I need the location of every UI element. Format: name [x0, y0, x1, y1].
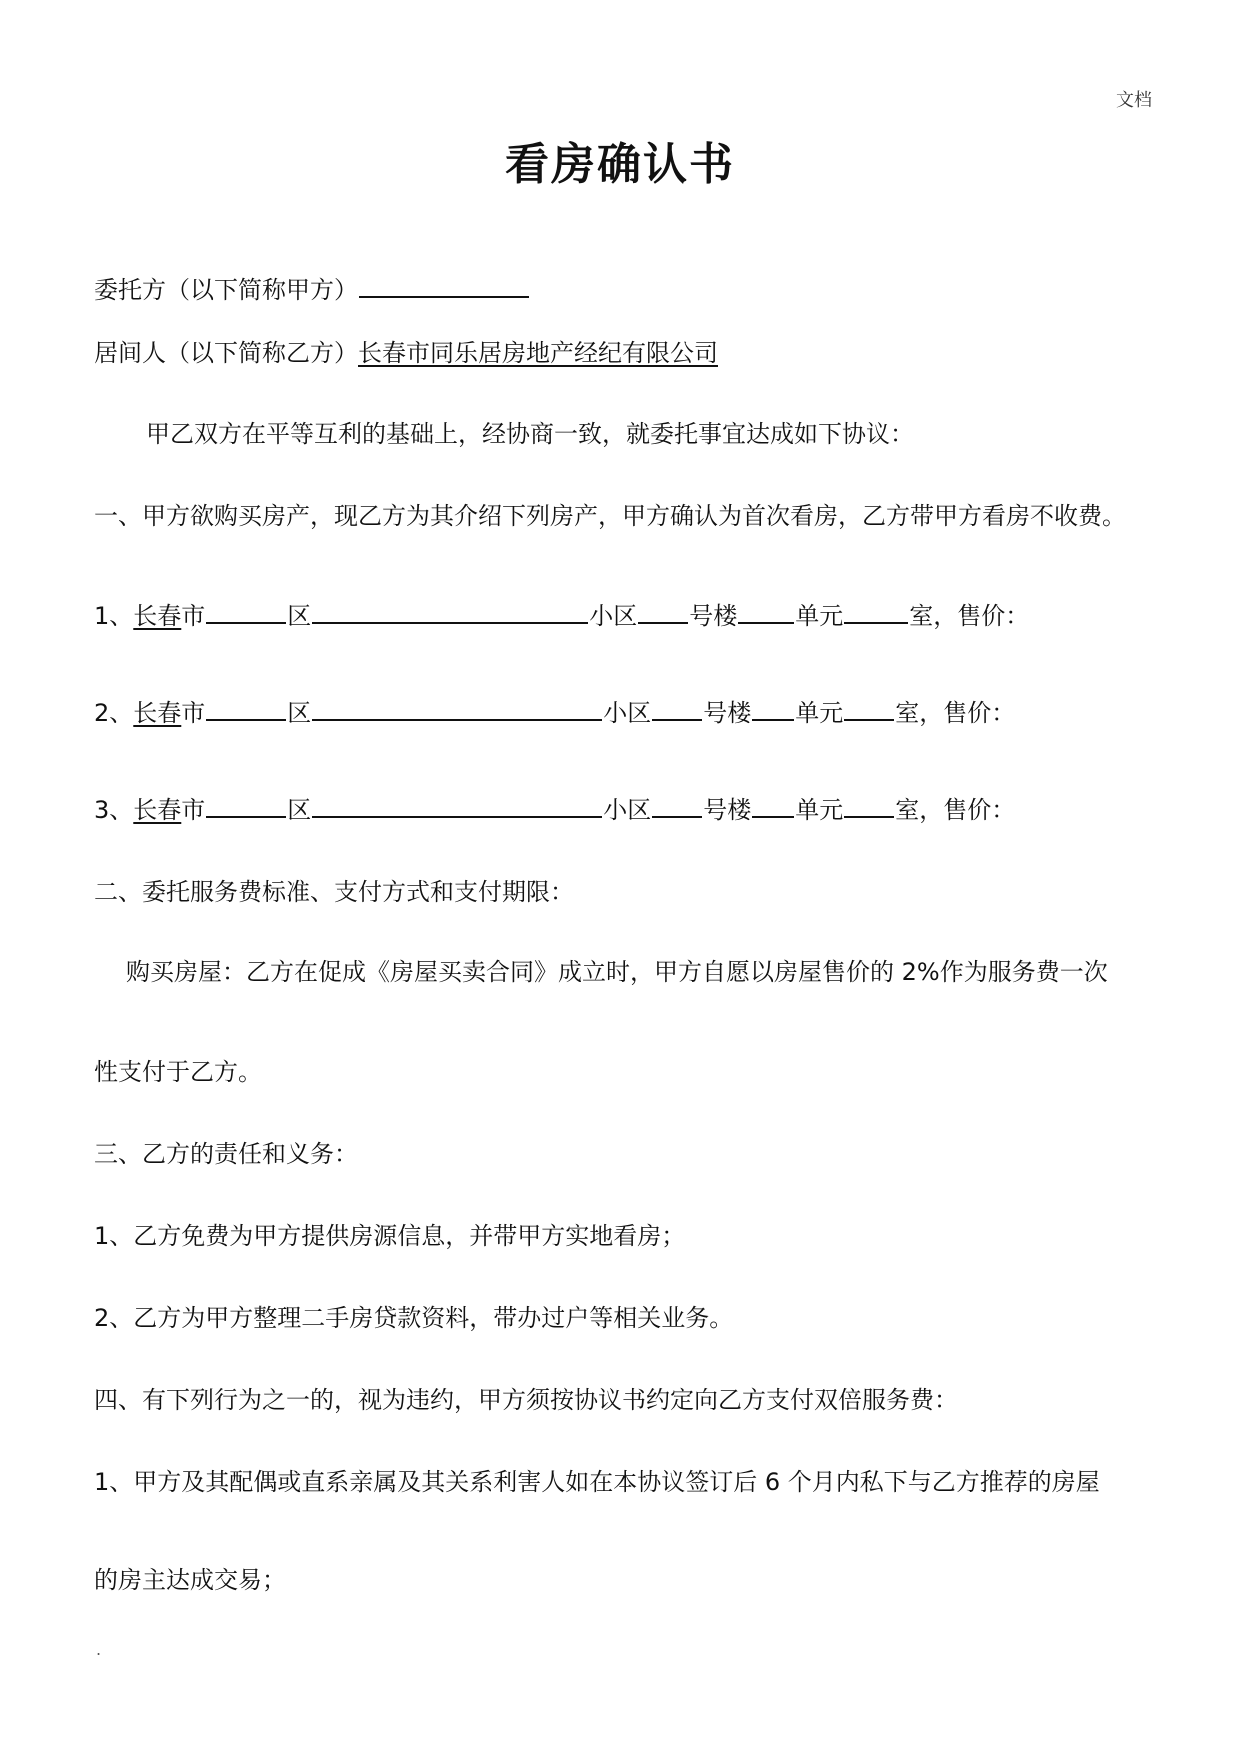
section-2-heading: 二、委托服务费标准、支付方式和支付期限：	[94, 878, 574, 906]
property-qu: 区	[287, 699, 312, 727]
property-city: 长春	[133, 796, 182, 824]
property-price-label: 室，售价：	[909, 602, 1030, 630]
property-qu: 区	[287, 602, 312, 630]
intro-paragraph: 甲乙双方在平等互利的基础上，经协商一致，就委托事宜达成如下协议：	[146, 420, 914, 448]
property-num: 2、	[94, 699, 134, 727]
property-num: 1、	[94, 602, 134, 630]
building-blank[interactable]	[638, 598, 688, 624]
unit-blank[interactable]	[752, 695, 794, 721]
party-b-line	[94, 337, 718, 369]
section-3-item-1: 1、乙方免费为甲方提供房源信息，并带甲方实地看房；	[94, 1222, 686, 1250]
unit-blank[interactable]	[752, 792, 794, 818]
property-haolou: 号楼	[703, 699, 752, 727]
property-xiaoqu: 小区	[589, 602, 638, 630]
party-a-line	[94, 272, 530, 306]
section-3-item-2: 2、乙方为甲方整理二手房贷款资料，带办过户等相关业务。	[94, 1304, 734, 1332]
property-price-label: 室，售价：	[895, 699, 1016, 727]
party-b-label: 居间人（以下简称乙方）	[94, 339, 358, 367]
section-4-heading: 四、有下列行为之一的，视为违约，甲方须按协议书约定向乙方支付双倍服务费：	[94, 1386, 958, 1414]
section-2-text-line-2: 性支付于乙方。	[94, 1058, 262, 1086]
unit-blank[interactable]	[738, 598, 794, 624]
property-price-label: 室，售价：	[895, 796, 1016, 824]
room-blank[interactable]	[844, 695, 894, 721]
property-num: 3、	[94, 796, 134, 824]
party-a-label: 委托方（以下简称甲方）	[94, 276, 358, 304]
property-qu: 区	[287, 796, 312, 824]
room-blank[interactable]	[844, 598, 908, 624]
building-blank[interactable]	[652, 792, 702, 818]
district-blank[interactable]	[206, 695, 286, 721]
district-blank[interactable]	[206, 598, 286, 624]
property-city: 长春	[133, 699, 182, 727]
property-haolou: 号楼	[703, 796, 752, 824]
section-4-item-1-line-2: 的房主达成交易；	[94, 1566, 286, 1594]
property-danyuan: 单元	[795, 796, 844, 824]
header-label: 文档	[1116, 90, 1152, 111]
community-blank[interactable]	[312, 598, 588, 624]
party-b-name: 长春市同乐居房地产经纪有限公司	[358, 339, 718, 367]
room-blank[interactable]	[844, 792, 894, 818]
section-1-heading: 一、甲方欲购买房产，现乙方为其介绍下列房产，甲方确认为首次看房，乙方带甲方看房不收费。	[94, 502, 1126, 530]
section-2-text-line-1: 购买房屋：乙方在促成《房屋买卖合同》成立时，甲方自愿以房屋售价的 2%作为服务费一次	[126, 958, 1108, 986]
property-shi: 市	[181, 602, 206, 630]
community-blank[interactable]	[312, 695, 602, 721]
district-blank[interactable]	[206, 792, 286, 818]
property-xiaoqu: 小区	[603, 796, 652, 824]
property-xiaoqu: 小区	[603, 699, 652, 727]
section-3-heading: 三、乙方的责任和义务：	[94, 1140, 358, 1168]
property-danyuan: 单元	[795, 699, 844, 727]
document-title: 看房确认书	[505, 139, 735, 190]
building-blank[interactable]	[652, 695, 702, 721]
property-danyuan: 单元	[795, 602, 844, 630]
property-row-2	[94, 695, 1015, 729]
property-haolou: 号楼	[689, 602, 738, 630]
property-shi: 市	[181, 699, 206, 727]
section-4-item-1-line-1: 1、甲方及其配偶或直系亲属及其关系利害人如在本协议签订后 6 个月内私下与乙方推荐的房屋	[94, 1468, 1100, 1496]
property-shi: 市	[181, 796, 206, 824]
property-row-3	[94, 792, 1015, 826]
property-city: 长春	[133, 602, 182, 630]
property-row-1	[94, 598, 1029, 632]
footer-mark: .	[96, 1640, 102, 1659]
party-a-blank[interactable]	[359, 272, 529, 298]
community-blank[interactable]	[312, 792, 602, 818]
